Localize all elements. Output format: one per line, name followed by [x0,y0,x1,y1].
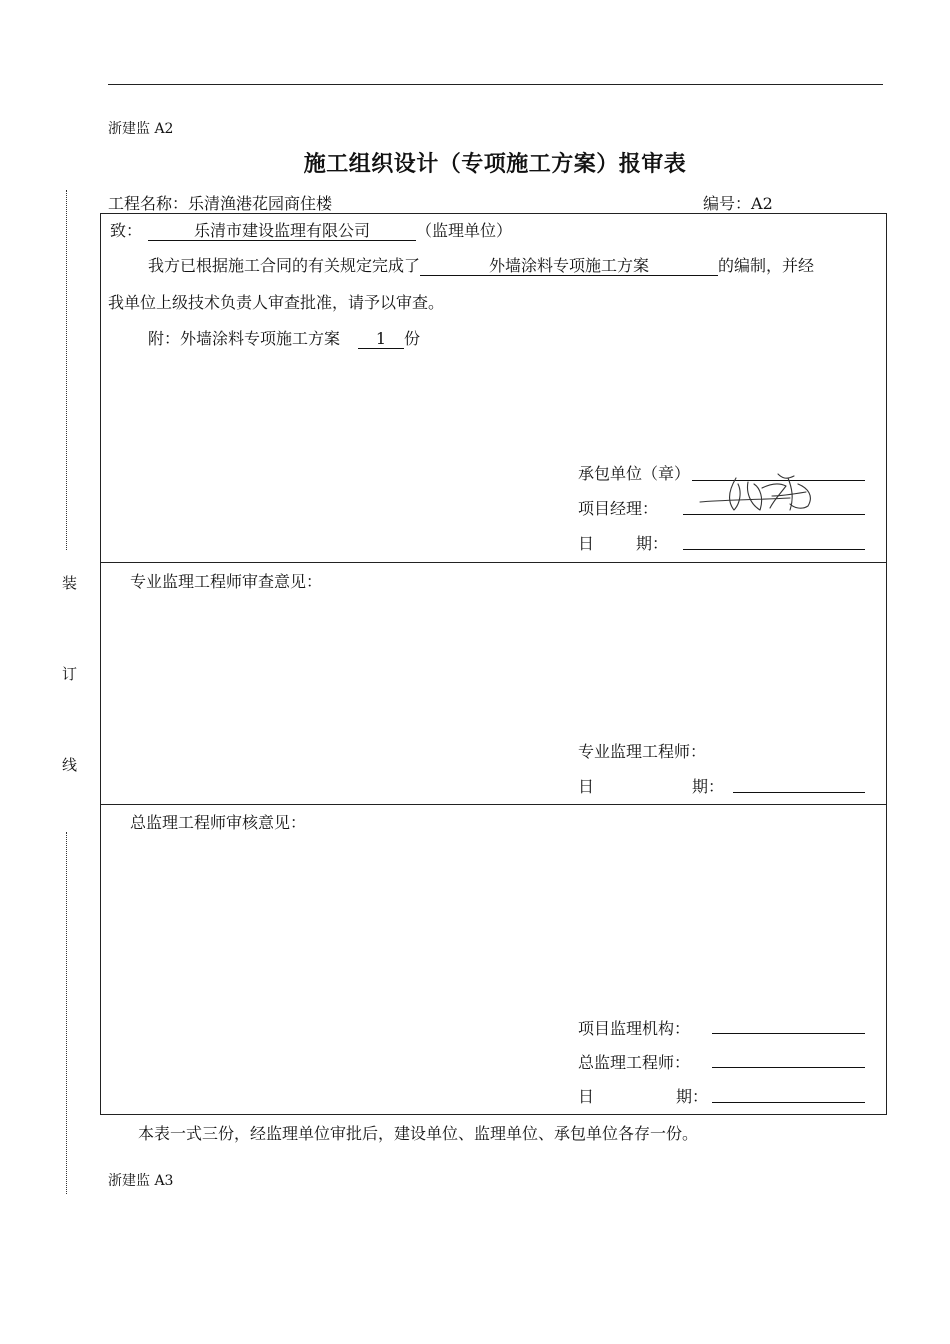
chief-date-line [712,1102,865,1103]
binding-char-xian: 线 [62,756,78,774]
to-line [110,218,512,241]
page-title: 施工组织设计（专项施工方案）报审表 [303,152,687,177]
supervision-org-line [712,1033,865,1034]
chief-date-a: 日 [578,1087,595,1106]
chief-engineer-label: 总监理工程师： [578,1053,691,1072]
project-manager-label: 项目经理： [578,499,659,518]
chief-engineer-line [712,1067,865,1068]
footer-note: 本表一式三份，经监理单位审批后，建设单位、监理单位、承包单位各存一份。 [138,1124,699,1143]
section-divider-2 [100,804,887,805]
contractor-unit-label: 承包单位（章） [578,464,691,483]
body-line-1-prefix: 我方已根据施工合同的有关规定完成了 [148,256,421,275]
to-suffix: （监理单位） [416,221,513,240]
engineer-date-line [733,792,865,793]
binding-dash-top [66,190,67,550]
engineer-date-b: 期： [692,777,725,796]
serial-number [703,191,837,214]
attachment-count: 1 [358,330,404,349]
section-divider-1 [100,562,887,563]
engineer-sign-label: 专业监理工程师： [578,742,707,761]
binding-char-ding: 订 [62,665,78,683]
engineer-date-a: 日 [578,777,595,796]
binding-char-zhuang: 装 [62,574,78,592]
supervisor-company: 乐清市建设监理有限公司 [148,222,416,241]
attachment-unit: 份 [404,329,421,348]
body-line-2: 我单位上级技术负责人审查批准，请予以审查。 [108,293,445,312]
plan-name: 外墙涂料专项施工方案 [420,257,718,276]
attachment-label: 附：外墙涂料专项施工方案 [148,329,341,348]
project-name-label: 工程名称： [108,194,189,213]
contractor-date-line [683,549,865,550]
binding-dash-bottom [66,832,67,1194]
attachment-line [148,326,420,349]
contractor-date-a: 日 [578,534,595,553]
serial-label: 编号： [703,194,752,213]
form-code-top: 浙建监 A2 [108,121,174,137]
to-label: 致： [110,221,143,240]
chief-opinion-heading: 总监理工程师审核意见： [130,813,307,832]
serial-value: A2 [751,195,837,214]
body-line-1 [148,253,814,276]
engineer-opinion-heading: 专业监理工程师审查意见： [130,572,323,591]
manager-signature [690,466,830,524]
body-line-1-suffix: 的编制，并经 [718,256,815,275]
project-name-value: 乐清渔港花园商住楼 [188,194,333,213]
contractor-date-b: 期： [636,534,669,553]
supervision-org-label: 项目监理机构： [578,1019,691,1038]
chief-date-b: 期： [676,1087,709,1106]
project-name [108,191,332,214]
header-rule [108,84,883,85]
form-code-bottom: 浙建监 A3 [108,1173,174,1189]
